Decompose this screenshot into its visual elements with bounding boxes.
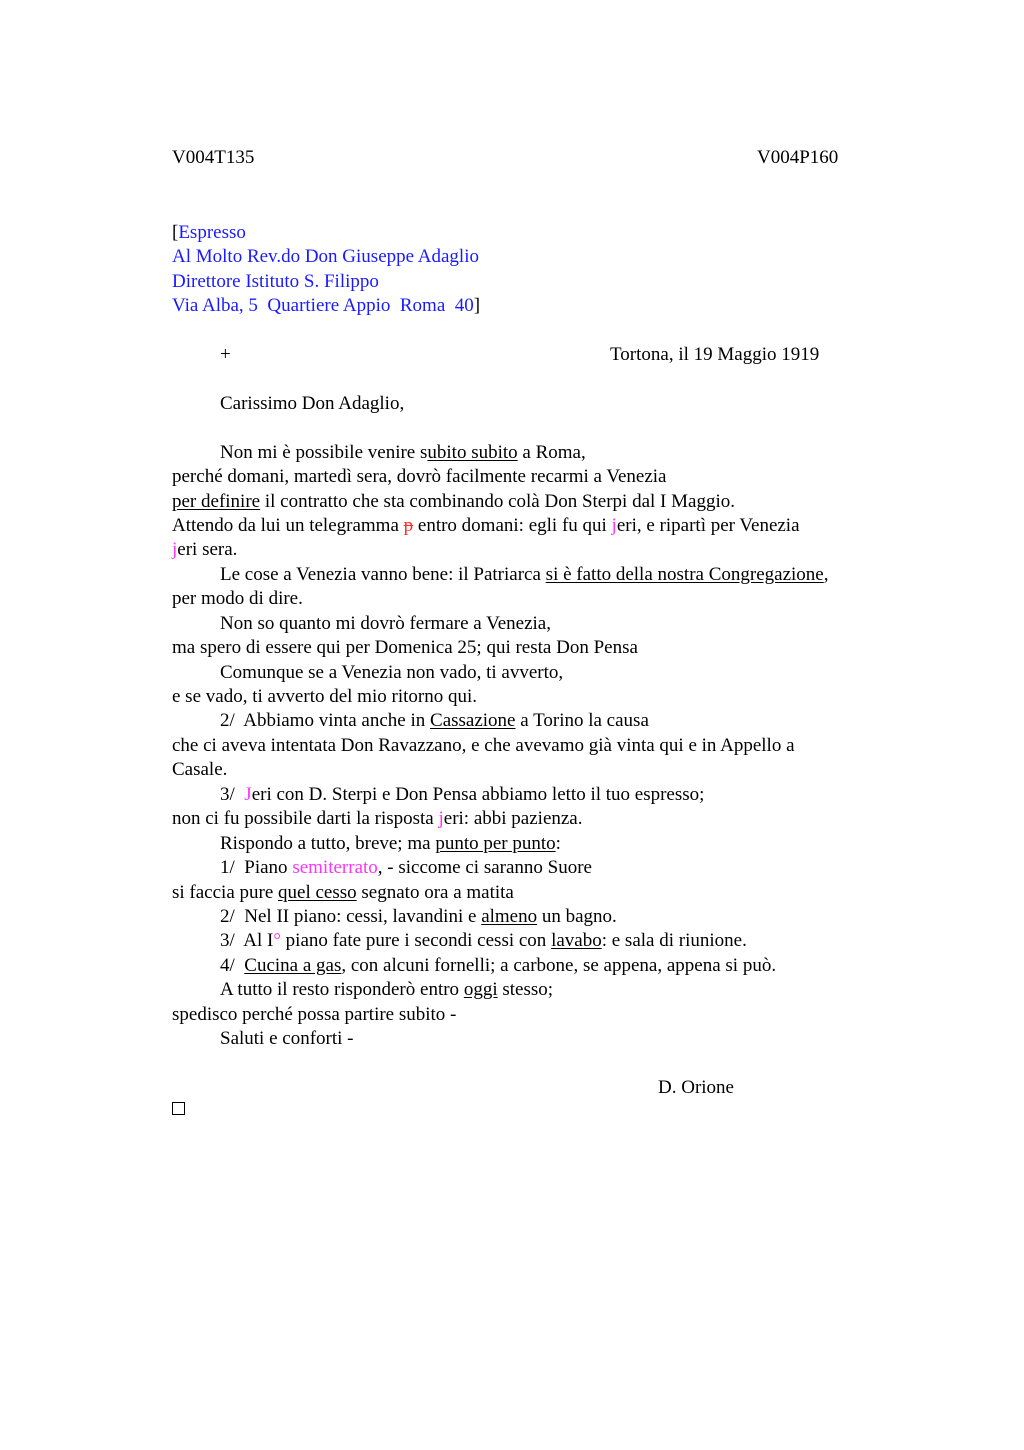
body-line: ma spero di essere qui per Domenica 25; qui resta Don Pensa	[172, 637, 638, 658]
body-line: Casale.	[172, 759, 228, 780]
body-line: 3/ Jeri con D. Sterpi e Don Pensa abbiamo letto il tuo espresso;	[220, 784, 705, 805]
address-line-1	[172, 221, 246, 245]
body-line: Non so quanto mi dovrò fermare a Venezia,	[220, 613, 551, 634]
body-line: per modo di dire.	[172, 588, 303, 609]
body-line: 3/ Al I° piano fate pure i secondi cessi con lavabo: e sala di riunione.	[220, 930, 747, 951]
body-line: per definire il contratto che sta combinando colà Don Sterpi dal I Maggio.	[172, 491, 735, 512]
body-line: Non mi è possibile venire subito subito a Roma,	[220, 442, 586, 463]
body-line: Attendo da lui un telegramma p entro domani: egli fu qui jeri, e ripartì per Venezia	[172, 515, 800, 536]
body-line: jeri sera.	[172, 539, 238, 560]
deleted-letter: p	[403, 515, 414, 536]
salutation: Carissimo Don Adaglio,	[220, 393, 405, 414]
place-date: Tortona, il 19 Maggio 1919	[610, 344, 820, 365]
body-line: si faccia pure quel cesso segnato ora a matita	[172, 882, 514, 903]
body-line: Le cose a Venezia vanno bene: il Patriarca si è fatto della nostra Congregazione,	[220, 564, 829, 585]
body-line: Comunque se a Venezia non vado, ti avverto,	[220, 662, 564, 683]
page-code-right: V004P160	[757, 147, 839, 168]
address-street: Via Alba, 5 Quartiere Appio Roma 40	[172, 295, 474, 316]
body-line: Rispondo a tutto, breve; ma punto per punto:	[220, 833, 561, 854]
signature: D. Orione	[658, 1077, 734, 1098]
address-close-bracket: ]	[473, 295, 481, 316]
end-marker-box-icon	[172, 1102, 185, 1115]
body-line: A tutto il resto risponderò entro oggi stesso;	[220, 979, 554, 1000]
cross-mark: +	[220, 344, 231, 365]
address-line-3: Direttore Istituto S. Filippo	[172, 271, 379, 292]
body-line: e se vado, ti avverto del mio ritorno qui.	[172, 686, 477, 707]
body-line: perché domani, martedì sera, dovrò facilmente recarmi a Venezia	[172, 466, 667, 487]
address-line-4	[172, 294, 480, 318]
body-line: 2/ Nel II piano: cessi, lavandini e almeno un bagno.	[220, 906, 617, 927]
body-line: 2/ Abbiamo vinta anche in Cassazione a Torino la causa	[220, 710, 649, 731]
body-line: Saluti e conforti -	[220, 1028, 354, 1049]
body-line: 4/ Cucina a gas, con alcuni fornelli; a carbone, se appena, appena si può.	[220, 955, 777, 976]
body-line: spedisco perché possa partire subito -	[172, 1004, 457, 1025]
body-line: 1/ Piano semiterrato, - siccome ci saranno Suore	[220, 857, 592, 878]
body-line: che ci aveva intentata Don Ravazzano, e che avevamo già vinta qui e in Appello a	[172, 735, 795, 756]
document-code-left: V004T135	[172, 147, 255, 168]
body-line: non ci fu possibile darti la risposta jeri: abbi pazienza.	[172, 808, 583, 829]
address-express: Espresso	[178, 222, 246, 243]
address-open-bracket: [	[172, 222, 179, 243]
address-line-2: Al Molto Rev.do Don Giuseppe Adaglio	[172, 246, 479, 267]
